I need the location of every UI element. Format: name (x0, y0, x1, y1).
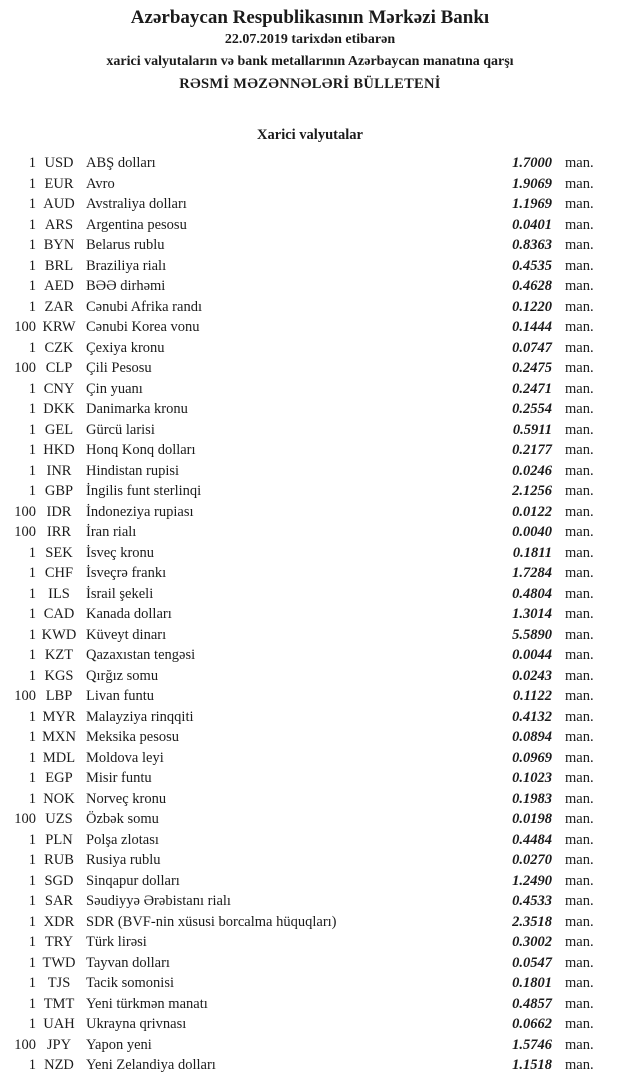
currency-code: EUR (44, 175, 74, 192)
table-row (0, 584, 620, 605)
currency-unit: man. (565, 421, 594, 438)
table-row (0, 276, 620, 297)
table-row (0, 461, 620, 482)
currency-name: SDR (BVF-nin xüsusi borcalma hüquqları) (86, 913, 337, 930)
currency-name: Küveyt dinarı (86, 626, 167, 643)
currency-code: EGP (45, 770, 73, 786)
currency-quantity: 100 (14, 503, 36, 520)
currency-quantity: 1 (28, 893, 36, 909)
currency-quantity: 1 (28, 298, 36, 315)
table-row (0, 604, 620, 625)
currency-rate: 0.0747 (512, 339, 552, 356)
currency-unit: man. (565, 831, 594, 848)
currency-name: Moldova leyi (86, 749, 164, 766)
currency-name: Misir funtu (86, 770, 152, 786)
currency-unit: man. (565, 257, 594, 274)
currency-quantity: 1 (28, 770, 36, 786)
document-subtitle: xarici valyutaların və bank metallarının Azərbaycan manatına qarşı (106, 54, 514, 69)
table-row (0, 768, 620, 789)
currency-rate: 0.3002 (512, 934, 552, 950)
currency-code: INR (46, 462, 72, 479)
currency-unit: man. (565, 934, 594, 950)
currency-rate: 0.1220 (512, 298, 552, 315)
currency-rate: 0.0894 (512, 729, 552, 745)
currency-name: Çexiya kronu (86, 339, 165, 356)
currency-rate: 0.5911 (512, 421, 552, 438)
currency-quantity: 1 (28, 565, 36, 581)
currency-quantity: 100 (14, 688, 36, 704)
currency-quantity: 100 (14, 1036, 36, 1053)
currency-name: İndoneziya rupiası (86, 503, 194, 520)
currency-quantity: 1 (28, 872, 36, 889)
currency-name: Qazaxıstan tengəsi (86, 647, 196, 663)
currency-quantity: 1 (28, 585, 36, 602)
currency-name: Braziliya rialı (86, 257, 167, 274)
currency-rate: 1.1518 (512, 1057, 552, 1073)
currency-code: XDR (43, 913, 75, 930)
currency-quantity: 1 (28, 729, 36, 745)
currency-unit: man. (565, 811, 594, 827)
currency-unit: man. (565, 1036, 594, 1053)
currency-quantity: 1 (28, 667, 36, 684)
currency-rate: 0.4132 (512, 708, 552, 725)
currency-unit: man. (565, 216, 594, 233)
currency-quantity: 1 (28, 954, 36, 971)
currency-rate: 0.0040 (512, 524, 552, 540)
currency-rate: 0.1801 (512, 975, 552, 991)
currency-unit: man. (565, 442, 594, 458)
currency-rate: 0.1122 (512, 688, 552, 704)
table-row (0, 379, 620, 400)
currency-quantity: 1 (28, 975, 36, 991)
currency-name: Meksika pesosu (86, 729, 180, 745)
currency-name: Rusiya rublu (86, 852, 161, 868)
currency-rate: 0.4533 (512, 893, 552, 909)
currency-unit: man. (565, 380, 594, 397)
currency-unit: man. (565, 647, 594, 663)
currency-quantity: 1 (28, 934, 36, 950)
currency-name: Yeni Zelandiya dolları (86, 1057, 216, 1073)
currency-rate: 0.0198 (512, 811, 552, 827)
table-row (0, 317, 620, 338)
currency-quantity: 1 (28, 913, 36, 930)
table-row (0, 748, 620, 769)
currency-unit: man. (565, 298, 594, 315)
table-row (0, 481, 620, 502)
currency-unit: man. (565, 913, 594, 930)
currency-code: AUD (43, 196, 75, 212)
currency-rate: 0.0246 (512, 462, 552, 479)
currency-code: KGS (44, 667, 74, 684)
currency-code: SGD (44, 872, 74, 889)
currency-code: USD (44, 155, 74, 171)
currency-rate: 0.4484 (512, 831, 552, 848)
currency-rate: 0.8363 (512, 237, 552, 253)
currency-quantity: 100 (14, 811, 36, 827)
currency-rate: 2.1256 (512, 483, 552, 499)
table-row (0, 625, 620, 646)
currency-quantity: 100 (14, 524, 36, 540)
currency-rate: 0.0401 (512, 216, 552, 233)
currency-code: SAR (44, 893, 74, 909)
table-row (0, 338, 620, 359)
currency-unit: man. (565, 708, 594, 725)
currency-name: Türk lirəsi (86, 934, 147, 950)
currency-quantity: 1 (28, 401, 36, 417)
currency-name: Honq Konq dolları (86, 442, 196, 458)
currency-quantity: 1 (28, 790, 36, 807)
currency-code: NZD (44, 1057, 74, 1073)
table-row (0, 707, 620, 728)
currency-code: NOK (43, 790, 75, 807)
currency-code: LBP (45, 688, 73, 704)
currency-rate: 1.7284 (512, 565, 552, 581)
table-row (0, 912, 620, 933)
currency-quantity: 1 (28, 155, 36, 171)
currency-unit: man. (565, 749, 594, 766)
currency-quantity: 1 (28, 442, 36, 458)
currency-quantity: 1 (28, 544, 36, 561)
currency-name: Livan funtu (86, 688, 155, 704)
currency-rate: 1.1969 (512, 196, 552, 212)
currency-unit: man. (565, 995, 594, 1012)
table-row (0, 891, 620, 912)
currency-rate: 5.5890 (512, 626, 552, 643)
currency-quantity: 1 (28, 421, 36, 438)
currency-unit: man. (565, 360, 594, 376)
currency-unit: man. (565, 626, 594, 643)
currency-unit: man. (565, 852, 594, 868)
currency-rate: 0.4535 (512, 257, 552, 274)
currency-unit: man. (565, 585, 594, 602)
table-row (0, 789, 620, 810)
currency-unit: man. (565, 893, 594, 909)
currency-unit: man. (565, 1016, 594, 1032)
currency-code: MXN (42, 729, 76, 745)
currency-code: UZS (45, 811, 73, 827)
currency-name: İsveç kronu (86, 544, 155, 561)
currency-quantity: 1 (28, 175, 36, 192)
currency-code: JPY (46, 1036, 72, 1053)
currency-code: BYN (43, 237, 75, 253)
currency-rate: 0.4804 (512, 585, 552, 602)
currency-rate: 0.2177 (512, 442, 552, 458)
currency-name: Ukrayna qrivnası (86, 1016, 187, 1032)
currency-code: MDL (42, 749, 76, 766)
currency-quantity: 1 (28, 1057, 36, 1073)
currency-quantity: 1 (28, 216, 36, 233)
currency-name: Özbək somu (86, 811, 159, 827)
currency-quantity: 100 (14, 319, 36, 335)
exchange-rate-table (0, 153, 620, 1073)
currency-name: Argentina pesosu (86, 216, 187, 233)
currency-quantity: 1 (28, 831, 36, 848)
currency-name: Qırğız somu (86, 667, 159, 684)
table-row (0, 809, 620, 830)
currency-unit: man. (565, 729, 594, 745)
currency-rate: 0.1983 (512, 790, 552, 807)
currency-name: Danimarka kronu (86, 401, 188, 417)
currency-rate: 1.5746 (512, 1036, 552, 1053)
currency-rate: 0.0243 (512, 667, 552, 684)
currency-unit: man. (565, 1057, 594, 1073)
currency-quantity: 1 (28, 852, 36, 868)
table-row (0, 1055, 620, 1073)
currency-quantity: 1 (28, 339, 36, 356)
currency-code: KWD (41, 626, 77, 643)
table-row (0, 973, 620, 994)
currency-name: Sinqapur dolları (86, 872, 180, 889)
currency-code: ZAR (44, 298, 74, 315)
currency-unit: man. (565, 237, 594, 253)
currency-unit: man. (565, 688, 594, 704)
table-row (0, 645, 620, 666)
currency-code: CNY (43, 380, 75, 397)
table-row (0, 174, 620, 195)
currency-code: CHF (44, 565, 74, 581)
table-row (0, 297, 620, 318)
currency-quantity: 1 (28, 278, 36, 294)
table-row (0, 830, 620, 851)
currency-name: Hindistan rupisi (86, 462, 180, 479)
currency-name: Yeni türkmən manatı (86, 995, 208, 1012)
currency-rate: 1.9069 (512, 175, 552, 192)
currency-quantity: 1 (28, 749, 36, 766)
currency-rate: 0.0969 (512, 749, 552, 766)
currency-unit: man. (565, 155, 594, 171)
currency-unit: man. (565, 954, 594, 971)
currency-rate: 1.3014 (512, 606, 552, 622)
table-row (0, 399, 620, 420)
table-row (0, 953, 620, 974)
currency-unit: man. (565, 196, 594, 212)
currency-name: Tayvan dolları (86, 954, 170, 971)
currency-rate: 1.2490 (512, 872, 552, 889)
currency-name: Avro (86, 175, 115, 192)
currency-unit: man. (565, 667, 594, 684)
table-row (0, 666, 620, 687)
currency-name: BƏƏ dirhəmi (86, 278, 166, 294)
currency-quantity: 1 (28, 483, 36, 499)
currency-rate: 0.0122 (512, 503, 552, 520)
currency-code: TJS (47, 975, 71, 991)
currency-rate: 0.2554 (512, 401, 552, 417)
bulletin-title: RƏSMİ MƏZƏNNƏLƏRİ BÜLLETENİ (179, 76, 441, 92)
table-row (0, 215, 620, 236)
currency-unit: man. (565, 565, 594, 581)
currency-quantity: 1 (28, 380, 36, 397)
table-row (0, 440, 620, 461)
currency-code: ARS (44, 216, 74, 233)
table-row (0, 1014, 620, 1035)
table-row (0, 543, 620, 564)
currency-name: İngilis funt sterlinqi (86, 483, 202, 499)
currency-code: AED (44, 278, 74, 294)
currency-code: BRL (44, 257, 74, 274)
table-row (0, 686, 620, 707)
currency-quantity: 1 (28, 462, 36, 479)
currency-code: DKK (43, 401, 75, 417)
table-row (0, 256, 620, 277)
currency-name: Norveç kronu (86, 790, 167, 807)
currency-rate: 0.2475 (512, 360, 552, 376)
currency-name: İsrail şekeli (86, 585, 154, 602)
currency-code: KZT (44, 647, 74, 663)
currency-name: Polşa zlotası (86, 831, 159, 848)
currency-name: Gürcü larisi (86, 421, 155, 438)
currency-unit: man. (565, 462, 594, 479)
currency-rate: 1.7000 (512, 155, 552, 171)
currency-name: Cənubi Afrika randı (86, 298, 202, 315)
currency-quantity: 1 (28, 626, 36, 643)
currency-unit: man. (565, 872, 594, 889)
currency-rate: 0.1444 (512, 319, 552, 335)
currency-name: Çin yuanı (86, 380, 143, 397)
table-row (0, 932, 620, 953)
currency-quantity: 100 (14, 360, 36, 376)
currency-unit: man. (565, 483, 594, 499)
table-row (0, 235, 620, 256)
currency-rate: 0.2471 (512, 380, 552, 397)
currency-code: CLP (45, 360, 73, 376)
table-row (0, 727, 620, 748)
currency-name: Cənubi Korea vonu (86, 319, 200, 335)
table-row (0, 153, 620, 174)
currency-quantity: 1 (28, 995, 36, 1012)
currency-name: İsveçrə frankı (86, 565, 167, 581)
effective-date-line: 22.07.2019 tarixdən etibarən (224, 32, 396, 47)
bank-title: Azərbaycan Respublikasının Mərkəzi Bankı (130, 7, 490, 28)
table-row (0, 994, 620, 1015)
currency-name: Malayziya rinqqiti (86, 708, 194, 725)
currency-rate: 0.4857 (512, 995, 552, 1012)
currency-unit: man. (565, 544, 594, 561)
currency-rate: 0.4628 (512, 278, 552, 294)
currency-unit: man. (565, 175, 594, 192)
currency-rate: 2.3518 (512, 913, 552, 930)
table-row (0, 522, 620, 543)
currency-name: Belarus rublu (86, 237, 165, 253)
section-title-foreign-currencies: Xarici valyutalar (257, 127, 363, 143)
currency-name: Çili Pesosu (86, 360, 152, 376)
currency-unit: man. (565, 790, 594, 807)
table-row (0, 420, 620, 441)
currency-rate: 0.0547 (512, 954, 552, 971)
currency-name: İran rialı (86, 524, 137, 540)
currency-rate: 0.0044 (512, 647, 552, 663)
currency-unit: man. (565, 401, 594, 417)
table-row (0, 563, 620, 584)
table-row (0, 358, 620, 379)
table-row (0, 194, 620, 215)
currency-code: KRW (42, 319, 76, 335)
currency-unit: man. (565, 606, 594, 622)
currency-code: SEK (45, 544, 73, 561)
table-row (0, 871, 620, 892)
currency-name: Səudiyyə Ərəbistanı rialı (86, 893, 231, 909)
currency-name: Kanada dolları (86, 606, 172, 622)
currency-quantity: 1 (28, 257, 36, 274)
currency-quantity: 1 (28, 196, 36, 212)
currency-rate: 0.1811 (512, 544, 552, 561)
table-row (0, 1035, 620, 1056)
currency-quantity: 1 (28, 606, 36, 622)
table-row (0, 850, 620, 871)
currency-rate: 0.1023 (512, 770, 552, 786)
currency-unit: man. (565, 339, 594, 356)
document-header (0, 0, 620, 95)
currency-code: CAD (43, 606, 75, 622)
currency-code: CZK (44, 339, 74, 356)
currency-unit: man. (565, 319, 594, 335)
currency-code: HKD (43, 442, 75, 458)
currency-name: Tacik somonisi (86, 975, 174, 991)
currency-code: IDR (46, 503, 72, 520)
currency-unit: man. (565, 975, 594, 991)
currency-code: GEL (44, 421, 74, 438)
currency-code: MYR (42, 708, 76, 725)
currency-quantity: 1 (28, 237, 36, 253)
currency-quantity: 1 (28, 708, 36, 725)
currency-name: ABŞ dolları (86, 155, 156, 171)
currency-unit: man. (565, 278, 594, 294)
currency-code: IRR (46, 524, 72, 540)
currency-unit: man. (565, 503, 594, 520)
currency-quantity: 1 (28, 1016, 36, 1032)
currency-code: PLN (45, 831, 73, 848)
currency-rate: 0.0270 (512, 852, 552, 868)
currency-rate: 0.0662 (512, 1016, 552, 1032)
currency-name: Avstraliya dolları (86, 196, 187, 212)
currency-unit: man. (565, 770, 594, 786)
currency-unit: man. (565, 524, 594, 540)
currency-code: RUB (44, 852, 74, 868)
currency-code: TWD (42, 954, 76, 971)
table-row (0, 502, 620, 523)
currency-quantity: 1 (28, 647, 36, 663)
currency-name: Yapon yeni (86, 1036, 152, 1053)
currency-code: ILS (48, 585, 70, 602)
currency-code: TRY (44, 934, 74, 950)
currency-code: UAH (43, 1016, 75, 1032)
currency-code: GBP (44, 483, 74, 499)
currency-code: TMT (43, 995, 75, 1012)
